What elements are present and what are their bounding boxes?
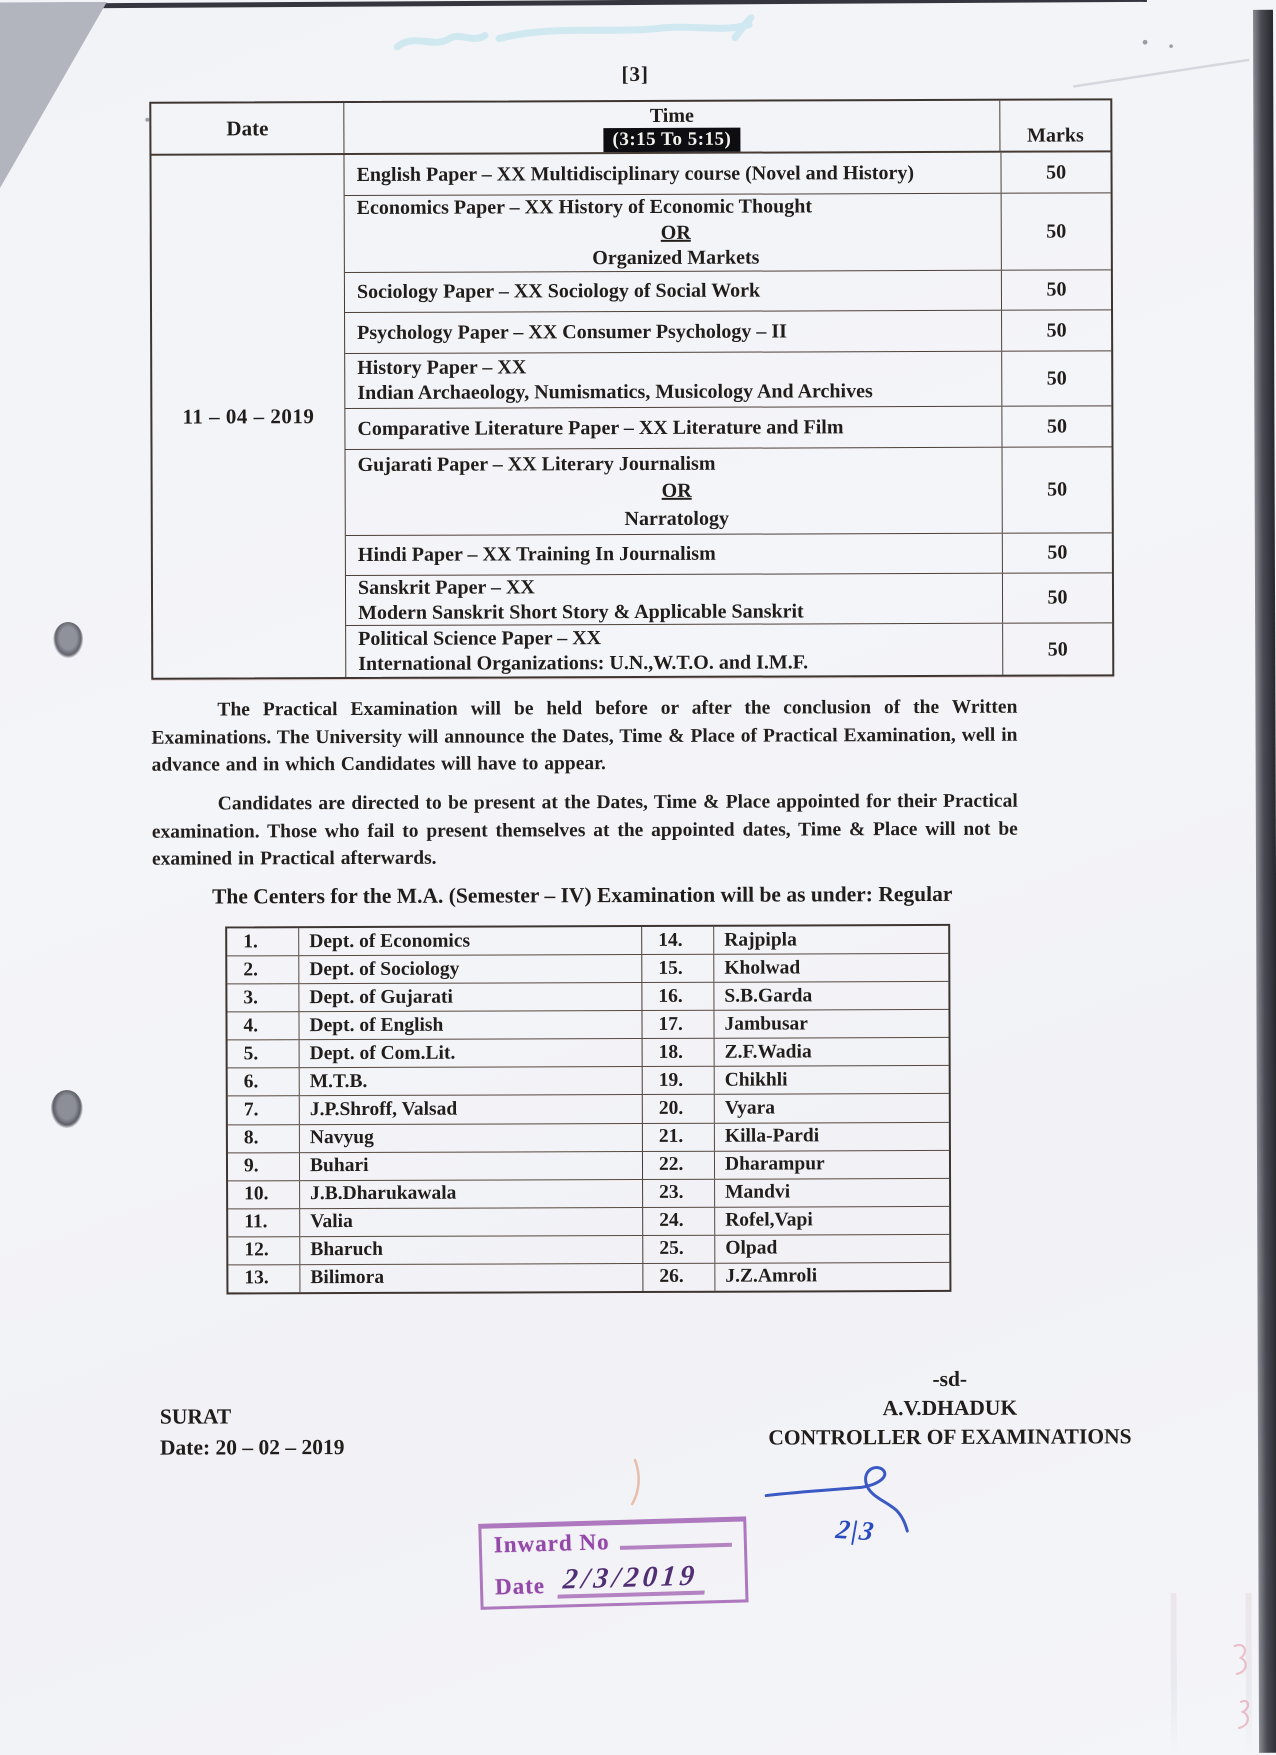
table-row: [228, 1207, 949, 1238]
bleedthrough-cyan-scribble: [397, 18, 751, 47]
faint-orange-stroke: [632, 1460, 639, 1504]
stamp-date-row: [494, 1559, 735, 1601]
table-row: [346, 573, 1112, 626]
sd-mark: -sd-: [932, 1366, 968, 1391]
center-number: 19.: [643, 1067, 715, 1094]
center-number: 1.: [227, 928, 299, 955]
bleedthrough-grey-line: [1073, 60, 1249, 87]
center-number: 25.: [643, 1236, 715, 1263]
center-name: Dept. of Com.Lit.: [300, 1039, 643, 1067]
center-name: J.B.Dharukawala: [300, 1180, 643, 1208]
center-name: J.P.Shroff, Valsad: [300, 1095, 643, 1123]
center-name: Dept. of Sociology: [299, 955, 642, 983]
table-row: [228, 1066, 949, 1097]
center-name: Chikhli: [724, 1069, 788, 1091]
table-row: [227, 1010, 948, 1041]
center-number: 20.: [643, 1095, 715, 1122]
center-name: Dept. of English: [299, 1011, 642, 1039]
issue-place: SURAT: [159, 1404, 232, 1429]
center-name: Dept. of Economics: [299, 927, 642, 955]
center-name: J.Z.Amroli: [725, 1265, 818, 1288]
header-date: Date: [151, 103, 344, 154]
exam-table-body: [151, 152, 1112, 678]
issue-place-date: [160, 1401, 345, 1464]
paper-subtitle: Indian Archaeology, Numismatics, Musicology And Archives: [357, 380, 873, 404]
paper-title: History Paper – XX: [357, 356, 527, 379]
center-number: 11.: [228, 1209, 300, 1236]
page-number: [3]: [621, 61, 649, 87]
scan-right-edge-shadow: [1253, 10, 1276, 1753]
table-row: [227, 926, 948, 957]
signatory-designation: CONTROLLER OF EXAMINATIONS: [768, 1424, 1132, 1450]
paper-title: Psychology Paper – XX Consumer Psychology – II: [357, 319, 787, 344]
signature-block: [740, 1364, 1160, 1452]
center-number: 24.: [643, 1208, 715, 1235]
center-number: 18.: [643, 1039, 715, 1066]
center-name: Z.F.Wadia: [724, 1041, 812, 1063]
table-row: [228, 1122, 949, 1153]
stamp-inward-label: Inward No: [493, 1529, 610, 1558]
inward-stamp: [478, 1516, 748, 1609]
center-number: 10.: [228, 1181, 300, 1208]
table-row: [344, 152, 1110, 196]
issue-date: Date: 20 – 02 – 2019: [159, 1435, 345, 1460]
marks-value: 50: [1002, 623, 1112, 675]
center-name: Vyara: [724, 1097, 776, 1119]
center-name: Jambusar: [724, 1013, 808, 1035]
paper-subtitle: Modern Sanskrit Short Story & Applicable Sanskrit: [358, 599, 804, 624]
table-row: [346, 447, 1112, 536]
header-time-range: (3:15 To 5:15): [603, 128, 740, 152]
marks-value: 50: [1001, 270, 1111, 309]
table-row: [346, 533, 1112, 576]
table-row: [345, 193, 1111, 273]
center-number: 15.: [642, 955, 714, 982]
paper-title: Political Science Paper – XX: [358, 627, 602, 650]
scan-streak: [1246, 1593, 1253, 1753]
center-name: Mandvi: [725, 1181, 791, 1203]
table-row: [228, 1038, 949, 1069]
exam-rows: [344, 152, 1112, 678]
table-row: [228, 1094, 949, 1125]
center-number: 7.: [228, 1097, 300, 1124]
center-name: Killa-Pardi: [724, 1125, 820, 1147]
center-number: 16.: [642, 983, 714, 1010]
center-name: Buhari: [300, 1152, 643, 1180]
stamp-blank-line: [620, 1543, 732, 1550]
scan-streak: [1171, 1593, 1178, 1753]
exam-table-header: [151, 100, 1110, 155]
center-number: 2.: [227, 956, 299, 983]
paper-alternative: Narratology: [624, 507, 729, 530]
or-separator: OR: [661, 479, 692, 502]
table-row: [345, 270, 1111, 313]
center-name: Dept. of Gujarati: [299, 983, 642, 1011]
exam-date-cell: 11 – 04 – 2019: [151, 155, 346, 679]
table-row: [345, 406, 1111, 450]
center-number: 13.: [228, 1265, 300, 1292]
or-separator: OR: [660, 221, 691, 244]
centers-table: [225, 924, 951, 1295]
center-name: M.T.B.: [300, 1067, 643, 1095]
paper-title: Sanskrit Paper – XX: [357, 575, 535, 599]
marks-value: 50: [1001, 193, 1111, 269]
center-number: 9.: [228, 1153, 300, 1180]
candidates-paragraph: Candidates are directed to be present at the Dates, Time & Place appointed for their Practical examination. Those who fail to present themselves at the appointed dates, Time & Place will not be examined in Practical afterwards.: [151, 790, 1018, 870]
handwritten-note: 2|3: [833, 1514, 878, 1547]
table-row: [228, 1263, 949, 1293]
center-name: S.B.Garda: [724, 985, 813, 1007]
header-time: [344, 101, 1000, 153]
marks-value: 50: [1002, 573, 1112, 622]
table-row: [227, 954, 948, 985]
header-time-label: Time: [649, 104, 694, 127]
exam-timetable: [149, 98, 1114, 679]
scan-top-edge: [77, 0, 1147, 8]
center-number: 14.: [642, 927, 714, 954]
signatory-name: A.V.DHADUK: [882, 1395, 1018, 1421]
paper-title: Sociology Paper – XX Sociology of Social Work: [356, 279, 761, 303]
center-name: Kholwad: [724, 957, 801, 979]
center-name: Olpad: [725, 1237, 778, 1260]
table-row: [228, 1179, 949, 1210]
marks-value: 50: [1001, 351, 1111, 405]
paper-title: Economics Paper – XX History of Economic Thought: [356, 195, 813, 220]
center-name: Navyug: [300, 1124, 643, 1152]
marks-value: 50: [1000, 152, 1110, 192]
stamp-inward-row: [493, 1526, 734, 1559]
handwritten-date: 2/3/2019: [557, 1562, 707, 1598]
center-name: Bharuch: [300, 1236, 643, 1264]
stamp-date-label: Date: [494, 1573, 546, 1600]
paper-subtitle: International Organizations: U.N.,W.T.O. and I.M.F.: [358, 651, 809, 675]
center-number: 4.: [227, 1012, 299, 1039]
center-name: Dharampur: [724, 1153, 825, 1175]
paper-title: Gujarati Paper – XX Literary Journalism: [357, 452, 716, 476]
center-name: Bilimora: [300, 1264, 643, 1292]
marks-value: 50: [1002, 533, 1112, 572]
center-name: Valia: [300, 1208, 643, 1236]
table-row: [228, 1151, 949, 1182]
center-number: 17.: [642, 1011, 714, 1038]
marks-value: 50: [1001, 310, 1111, 350]
punch-hole-top: [53, 622, 83, 658]
paper-alternative: Organized Markets: [592, 246, 760, 269]
paper-title: Comparative Literature Paper – XX Literature and Film: [357, 415, 844, 440]
header-marks: Marks: [1027, 124, 1084, 147]
table-row: [227, 982, 948, 1013]
center-name: Rofel,Vapi: [725, 1209, 813, 1232]
center-number: 22.: [643, 1151, 715, 1178]
table-row: [346, 623, 1112, 678]
table-row: [228, 1235, 949, 1266]
center-number: 5.: [228, 1040, 300, 1067]
center-name: Rajpipla: [724, 928, 797, 951]
center-number: 12.: [228, 1237, 300, 1264]
practical-exam-paragraph: The Practical Examination will be held before or after the conclusion of the Written Examinations. The University will announce the Dates, Time & Place of Practical Examination, well in advance and in which Candidates will have to appear.: [151, 696, 1018, 776]
center-number: 26.: [643, 1264, 715, 1291]
paper-title: Hindi Paper – XX Training In Journalism: [357, 542, 716, 566]
punch-hole-bottom: [51, 1090, 83, 1128]
paper-title: English Paper – XX Multidisciplinary course (Novel and History): [356, 161, 915, 186]
centers-heading: The Centers for the M.A. (Semester – IV) Examination will be as under: Regular: [212, 881, 953, 909]
center-number: 23.: [643, 1179, 715, 1206]
scan-corner-shadow: [0, 2, 108, 192]
center-number: 6.: [228, 1069, 300, 1096]
table-row: [345, 310, 1111, 354]
center-number: 3.: [227, 984, 299, 1011]
center-number: 21.: [643, 1123, 715, 1150]
marks-value: 50: [1001, 406, 1111, 446]
center-number: 8.: [228, 1125, 300, 1152]
marks-value: 50: [1002, 447, 1112, 532]
table-row: [345, 351, 1111, 409]
